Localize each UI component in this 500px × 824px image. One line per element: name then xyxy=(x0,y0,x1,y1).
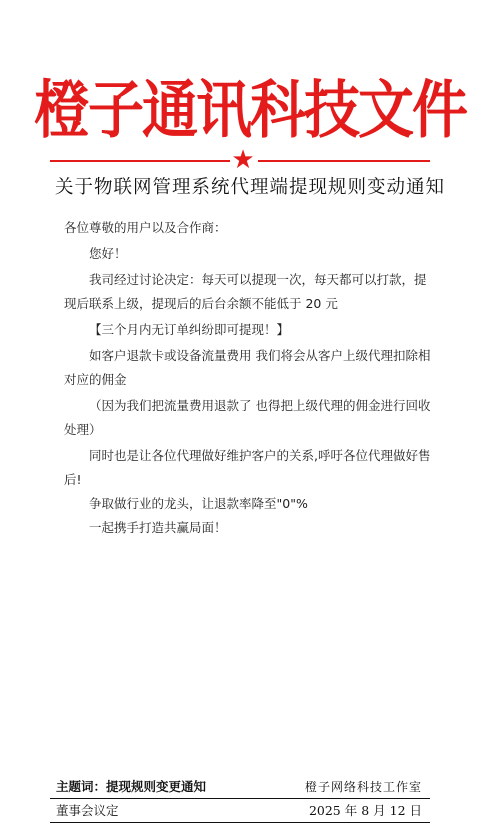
document-header-title: 橙子通讯科技文件 xyxy=(34,73,466,147)
footer-keywords-row xyxy=(56,776,422,798)
footer-issuer: 橙子网络科技工作室 xyxy=(304,780,422,794)
greeting: 您好！ xyxy=(89,246,127,261)
footer-approval: 董事会议定 xyxy=(56,803,119,818)
footer-keywords: 主题词：提现规则变更通知 xyxy=(56,779,207,794)
footer-divider xyxy=(50,822,430,823)
body-paragraph: 如客户退款卡或设备流量费用 我们将会从客户上级代理扣除相对应的佣金 xyxy=(64,348,431,387)
footer-approval-row xyxy=(56,800,422,822)
body-paragraph: （因为我们把流量费用退款了 也得把上级代理的佣金进行回收处理） xyxy=(64,398,431,437)
body-paragraph: 争取做行业的龙头，让退款率降至"0"% xyxy=(89,496,308,511)
footer-date: 2025 年 8 月 12 日 xyxy=(308,803,422,818)
footer-divider xyxy=(50,798,430,799)
header-divider-left xyxy=(50,160,230,162)
document-subject: 关于物联网管理系统代理端提现规则变动通知 xyxy=(54,177,445,198)
salutation: 各位尊敬的用户以及合作商： xyxy=(64,220,227,235)
header-divider-right xyxy=(258,160,430,162)
star-icon: ★ xyxy=(231,145,255,175)
body-paragraph: 同时也是让各位代理做好维护客户的关系,呼吁各位代理做好售后! xyxy=(64,448,431,487)
body-paragraph: 一起携手打造共赢局面！ xyxy=(89,520,227,535)
body-paragraph: 我司经过讨论决定：每天可以提现一次，每天都可以打款，提现后联系上级，提现后的后台余额不能低于 20 元 xyxy=(64,272,427,311)
document-body xyxy=(64,216,436,540)
body-paragraph: 【三个月内无订单纠纷即可提现！】 xyxy=(89,322,290,337)
